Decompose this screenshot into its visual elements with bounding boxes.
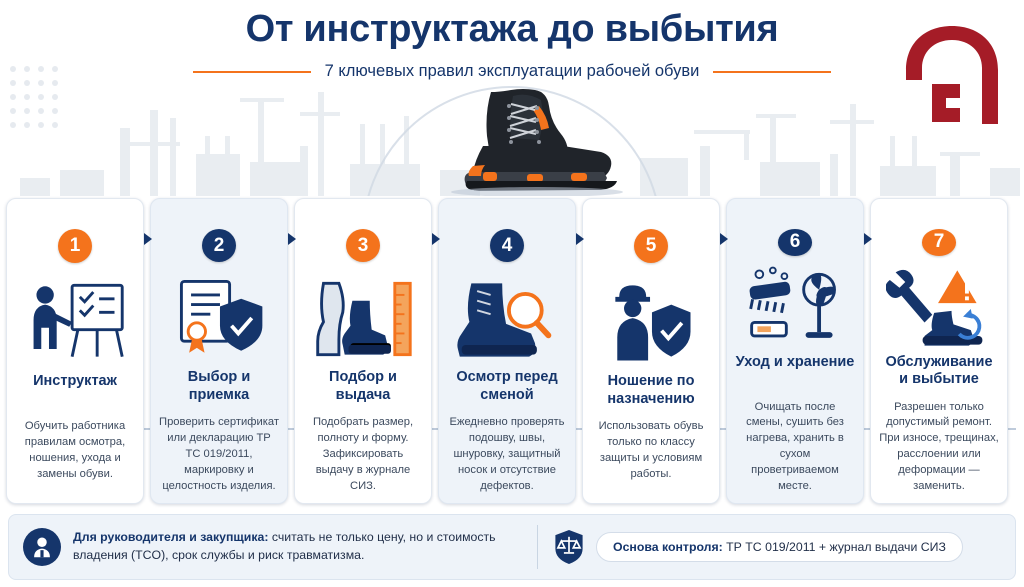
step-badge-4: 4	[490, 229, 524, 262]
step-card-2[interactable]	[150, 198, 288, 504]
step-text-4: Ежедневно проверять подошву, швы, шнуровку, защитный носок и отсутствие дефектов.	[449, 416, 565, 493]
page-title: От инструктажа до выбытия	[245, 8, 779, 50]
header	[0, 0, 1024, 196]
step-card-7[interactable]	[870, 198, 1008, 504]
step-badge-6: 6	[778, 229, 812, 256]
footer-divider	[537, 525, 538, 569]
step-text-7: Разрешен только допустимый ремонт. При износе, трещинах, расслоении или деформации — заменить.	[879, 400, 999, 493]
rule-right	[713, 71, 831, 73]
brush-and-fan-icon	[735, 266, 855, 350]
step-title-6: Уход и хранение	[735, 353, 855, 370]
work-boot-photo	[387, 84, 637, 196]
step-card-4[interactable]	[438, 198, 576, 504]
step-arrow-1	[144, 233, 152, 245]
footer-note-text	[73, 529, 529, 565]
step-title-2: Выбор и приемка	[187, 369, 251, 404]
worker-with-shield-icon	[591, 273, 711, 369]
step-badge-5: 5	[634, 229, 668, 263]
footer-manager-note	[9, 528, 529, 566]
wrench-boot-warning-icon	[879, 266, 999, 350]
control-basis-pill	[596, 532, 963, 562]
footer-note-strong: Для руководителя и закупщика:	[73, 530, 269, 545]
certificate-and-shield-icon	[159, 272, 279, 365]
manager-avatar-icon	[23, 528, 61, 566]
footer-note-rest: считать не только цену, но и стоимость владения (TCO), срок службы и риск травматизма.	[73, 530, 496, 562]
step-card-3[interactable]	[294, 198, 432, 504]
step-arrow-3	[432, 233, 440, 245]
step-text-2: Проверить сертификат или декларацию ТР ТС 019/2011, маркировку и целостность изделия.	[159, 416, 279, 493]
subtitle-row	[0, 62, 1024, 81]
step-text-6: Очищать после смены, сушить без нагрева, хранить в сухом проветриваемом месте.	[746, 400, 844, 493]
step-text-3: Подобрать размер, полноту и форму. Зафиксировать выдачу в журнале СИЗ.	[312, 416, 414, 493]
step-title-4: Осмотр перед сменой	[456, 369, 558, 404]
boot-with-magnifier-icon	[447, 272, 567, 365]
control-basis-strong: Основа контроля:	[613, 540, 723, 554]
rule-left	[193, 71, 311, 73]
step-arrow-5	[720, 233, 728, 245]
step-title-3: Подбор и выдача	[329, 369, 397, 404]
step-arrow-2	[288, 233, 296, 245]
foot-boot-ruler-icon	[303, 272, 423, 365]
step-badge-1: 1	[58, 229, 92, 263]
step-text-1: Обучить работника правилам осмотра, ношения, ухода и замены обуви.	[24, 420, 126, 480]
step-badge-2: 2	[202, 229, 236, 262]
step-card-5[interactable]	[582, 198, 720, 504]
control-basis-rest: ТР ТС 019/2011 + журнал выдачи СИЗ	[722, 540, 946, 554]
step-arrow-4	[576, 233, 584, 245]
scales-shield-icon	[552, 528, 586, 566]
step-text-5: Использовать обувь только по классу защиты и условиям работы.	[598, 420, 704, 480]
step-arrow-6	[864, 233, 872, 245]
step-card-1[interactable]	[6, 198, 144, 504]
footer-control-note	[546, 528, 963, 566]
step-card-6[interactable]	[726, 198, 864, 504]
steps-strip	[0, 196, 1024, 510]
step-badge-7: 7	[922, 229, 956, 256]
page-subtitle: 7 ключевых правил эксплуатации рабочей обуви	[324, 62, 700, 80]
step-title-7: Обслуживание и выбытие	[885, 353, 993, 388]
step-title-1: Инструктаж	[33, 373, 117, 389]
step-badge-3: 3	[346, 229, 380, 262]
steps-list	[6, 198, 1008, 504]
step-title-5: Ношение по назначению	[607, 373, 695, 407]
spartan-helmet-logo	[898, 22, 1006, 132]
instructor-at-flipchart-icon	[15, 273, 135, 369]
footer-bar	[8, 514, 1016, 580]
